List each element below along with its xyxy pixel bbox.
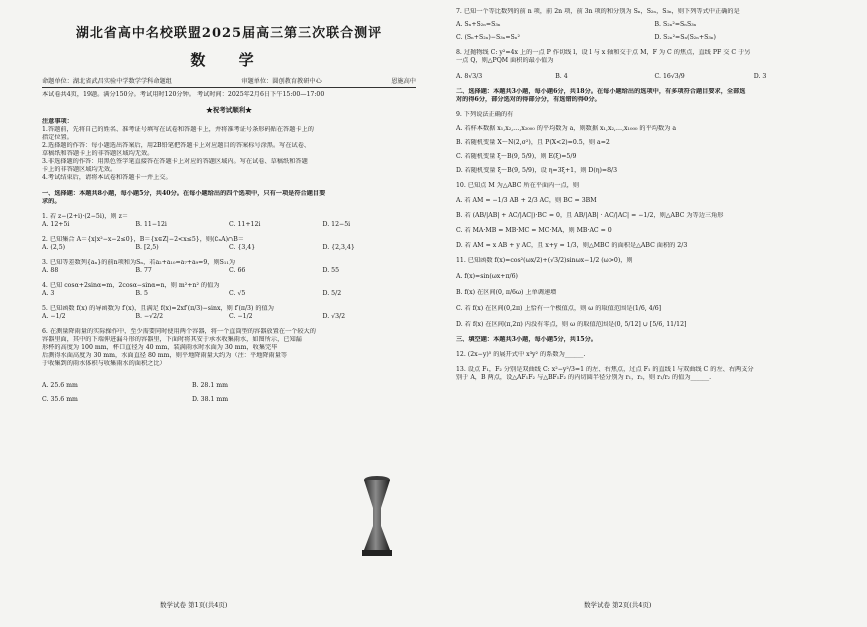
question-stem: 4. 已知 cosα+2sinα=m，2cosα−sinα=n，则 m²+n² 的值为 bbox=[42, 282, 220, 289]
question-8 bbox=[456, 49, 853, 81]
question-3 bbox=[42, 259, 416, 275]
option-a: A. 若样本数据 x₁,x₂,…,x₂₀₀₀ 的平均数为 a，则数据 x₁,x₂,…,x₁₀₀₀ 的平均数为 a bbox=[456, 125, 677, 132]
question-options bbox=[42, 267, 416, 275]
question-stem-line: 8. 过抛物线 C: y²=4x 上的一点 P 作切线 l，设 l 与 x 轴和交于点 M，F 为 C 的焦点，直线 PF 交 C 于另 bbox=[456, 49, 751, 56]
option-d: D. 38.1 mm bbox=[192, 396, 229, 403]
option-a: A. (2,5) bbox=[42, 244, 66, 251]
question-stem-line: 13. 设点 F₁，F₂ 分别是双曲线 C: x²−y²/3=1 的左、右焦点，过点 F₁ 的直线 l 与双曲线 C 的左、右两支分 bbox=[456, 366, 754, 373]
question-options bbox=[42, 244, 416, 252]
section-3-heading: 三、填空题：本题共3小题，每小题5分，共15分。 bbox=[456, 336, 597, 343]
rain-gauge-figure bbox=[360, 474, 394, 560]
option-a: A. 若 AM = −1/3 AB + 2/3 AC，则 BC = 3BM bbox=[456, 197, 597, 204]
exam-title: 湖北省高中名校联盟2025届高三第三次联合测评 bbox=[75, 26, 383, 41]
option-d: D. S₂ₙ²=Sₙ(S₂ₙ+S₃ₙ) bbox=[654, 34, 716, 41]
note-line: 1.答题前，先将自己的姓名、准考证号填写在试卷和答题卡上，并将准考证号条形码贴在答题卡上的 bbox=[42, 126, 314, 133]
review-unit: 审题单位：圆创教育教研中心 bbox=[241, 78, 322, 85]
option-a: A. −1/2 bbox=[42, 313, 66, 320]
option-c: C. 35.6 mm bbox=[42, 396, 78, 403]
subject-heading: 数 学 bbox=[190, 51, 268, 69]
good-luck-banner: ★祝考试顺利★ bbox=[206, 106, 252, 114]
question-options bbox=[42, 313, 416, 321]
notes-title: 注意事项： bbox=[42, 118, 73, 125]
question-stem-line: 后测得水面高度为 30 mm，水面直径 80 mm，则平地降雨量大约为（注：平地降雨量等 bbox=[42, 352, 288, 359]
author-unit: 命题单位：湖北省武昌实验中学数学学科命题组 bbox=[42, 78, 172, 85]
option-b: B. 77 bbox=[135, 267, 152, 274]
note-line: 卡上的非答题区域均无效。 bbox=[42, 166, 117, 173]
question-7-options bbox=[456, 34, 853, 42]
page-2 bbox=[434, 0, 867, 627]
question-stem: 1. 若 z−(2+i)·(2−5i)，则 z＝ bbox=[42, 213, 129, 220]
note-line: 指定位置。 bbox=[42, 134, 73, 141]
question-12 bbox=[456, 351, 853, 359]
option-b: B. −√2/2 bbox=[135, 313, 164, 320]
option-d: D. 若 f(x) 在区间(π,2π) 内没有零点，则 ω 的取值范围是(0, 5/12] ∪ [5/6, 11/12] bbox=[456, 321, 687, 328]
question-stem-line: 于收集到的雨水体积与收集雨水的面积之比） bbox=[42, 360, 166, 367]
option-a: A. 3 bbox=[42, 290, 55, 297]
option-b: B. 5 bbox=[135, 290, 148, 297]
question-stem: 3. 已知等差数列{aₙ}的前n项和为Sₙ，若a₂+a₁₀=a₇+a₉=9，则S₁₁为 bbox=[42, 259, 236, 266]
question-9 bbox=[456, 111, 853, 175]
option-c: C. √5 bbox=[229, 290, 246, 297]
option-b: B. 11−12i bbox=[135, 221, 167, 228]
option-d: D. {2,3,4} bbox=[322, 244, 355, 251]
question-options bbox=[42, 221, 416, 229]
exam-meta: 本试卷共4页，19题。满分150分。考试用时120分钟。 考试时间：2025年2月6日下午15:00—17:00 bbox=[42, 91, 325, 98]
section-1-heading-cont: 求的。 bbox=[42, 198, 61, 205]
question-options bbox=[42, 382, 342, 390]
question-13 bbox=[456, 366, 853, 382]
option-b: B. f(x) 在区间(0, π/6ω) 上单调递增 bbox=[456, 289, 557, 296]
option-a: A. Sₙ+S₂ₙ=S₃ₙ bbox=[456, 21, 501, 28]
option-a: A. 12+5i bbox=[42, 221, 70, 228]
option-d: D. 若 AM = x AB + y AC，且 x+y = 1/3，则△MBC 的面积是△ABC 面积的 2/3 bbox=[456, 242, 688, 249]
question-4 bbox=[42, 282, 416, 298]
option-b: B. [2,5) bbox=[135, 244, 159, 251]
question-stem: 5. 已知函数 f(x) 的导函数为 f′(x)，且满足 f(x)=2xf′(π/3)−sinx，则 f′(π/3) 的值为 bbox=[42, 305, 274, 312]
question-stem: 10. 已知点 M 为△ABC 所在平面内一点，则 bbox=[456, 182, 580, 189]
question-2 bbox=[42, 236, 416, 252]
section-3 bbox=[456, 336, 853, 344]
option-b: B. S₂ₙ²=SₙS₃ₙ bbox=[654, 21, 697, 28]
page-footer: 数学试卷 第2页(共4页) bbox=[584, 601, 652, 609]
section-2 bbox=[456, 88, 853, 104]
note-line: 2.选择题的作答：每小题选出答案后，用2B铅笔把答题卡上对应题目的答案标号涂黑。写在试卷、 bbox=[42, 142, 311, 149]
question-10 bbox=[456, 182, 853, 250]
option-a: A. f(x)=sin(ωx+π/6) bbox=[456, 273, 518, 280]
page-footer: 数学试卷 第1页(共4页) bbox=[160, 601, 228, 609]
option-c: C. (Sₙ+S₂ₙ)−S₃ₙ=Sₙ² bbox=[456, 34, 520, 41]
question-stem: 11. 已知函数 f(x)=cos²(ωx/2)+(√3/2)sinωx−1/2 (ω>0)，则 bbox=[456, 257, 633, 264]
question-11 bbox=[456, 257, 853, 329]
option-c: C. 66 bbox=[229, 267, 246, 274]
question-stem: 12. (2x−y)⁵ 的展开式中 x³y² 的系数为______. bbox=[456, 351, 586, 358]
option-b: B. 若随机变量 X～N(2,σ²)，且 P(X<2)=0.5，则 a=2 bbox=[456, 139, 610, 146]
question-7-options bbox=[456, 21, 853, 29]
question-7-stem: 7. 已知一个等比数列的前 n 项，前 2n 项，前 3n 项的和分别为 Sₙ，S₂ₙ，S₃ₙ，则下列等式中正确的是 bbox=[456, 8, 740, 15]
question-stem-line: 6. 在测量降雨量的实际操作中，至少需要同时使用两个容器，将一个直筒型的容器放置在一个较大的 bbox=[42, 328, 316, 335]
option-d: D. 12−5i bbox=[322, 221, 351, 228]
notes-list bbox=[42, 126, 416, 182]
option-a: A. 8√3/3 bbox=[456, 73, 483, 80]
option-b: B. 4 bbox=[555, 73, 568, 80]
review-school: 恩施高中 bbox=[391, 78, 416, 85]
option-b: B. 若 (AB/|AB| + AC/|AC|)·BC = 0，且 AB/|AB| · AC/|AC| = −1/2，则△ABC 为等边三角形 bbox=[456, 212, 724, 219]
option-d: D. 5/2 bbox=[322, 290, 342, 297]
option-c: C. 16√3/9 bbox=[654, 73, 685, 80]
question-stem-line: 容器里面，其中的下端伸进漏斗形的容器里，下面时将其安于承水收集雨水，如图所示，已知漏 bbox=[42, 336, 302, 343]
option-d: D. 3 bbox=[753, 73, 767, 80]
note-line: 草稿纸和答题卡上的非答题区域均无效。 bbox=[42, 150, 154, 157]
section-1-heading: 一、选择题：本题共8小题，每小题5分，共40分。在每小题给出的四个选项中，只有一项是符合题目要 bbox=[42, 190, 326, 197]
question-6 bbox=[42, 328, 416, 404]
option-c: C. 11+12i bbox=[229, 221, 261, 228]
question-5 bbox=[42, 305, 416, 321]
option-d: D. √3/2 bbox=[322, 313, 346, 320]
option-b: B. 28.1 mm bbox=[192, 382, 228, 389]
section-2-heading: 二、选择题：本题共3小题，每小题6分，共18分。在每小题给出的选项中，有多项符合题目要求，全部选 bbox=[456, 88, 746, 95]
question-1 bbox=[42, 213, 416, 229]
note-line: 4.考试结束后，请将本试卷和答题卡一并上交。 bbox=[42, 174, 172, 181]
option-c: C. −1/2 bbox=[229, 313, 253, 320]
option-c: C. 若 f(x) 在区间(0,2π) 上恰有一个极值点，则 ω 的取值范围是(1/6, 4/6] bbox=[456, 305, 662, 312]
question-stem-line: 形杯的高度为 100 mm，杯口直径为 40 mm，装满雨水时水面为 30 mm，收集完毕 bbox=[42, 344, 278, 351]
question-stem-line: 一点 Q，则△PQM 面积的最小值为 bbox=[456, 57, 554, 64]
question-options bbox=[42, 396, 342, 404]
option-a: A. 88 bbox=[42, 267, 59, 274]
question-stem: 9. 下列说法正确的有 bbox=[456, 111, 514, 118]
question-options bbox=[42, 290, 416, 298]
option-d: D. 若随机变量 ξ～B(9, 5/9)，设 η=3ξ+1，则 D(η)=8/3 bbox=[456, 167, 618, 174]
question-stem: 2. 已知集合 A＝{x|x²−x−2≤0}，B＝{x∈Z|−2<x≤5}，则(∁ₙA)∩B＝ bbox=[42, 236, 244, 243]
note-line: 3.非选择题的作答：用黑色签字笔直接答在答题卡上对应的答题区域内。写在试卷、草稿纸和答题 bbox=[42, 158, 308, 165]
option-c: C. 若 MA·MB = MB·MC = MC·MA，则 MB·AC = 0 bbox=[456, 227, 612, 234]
section-2-heading-cont: 对的得6分，部分选对的得部分分，有选错的得0分。 bbox=[456, 96, 601, 103]
option-d: D. 55 bbox=[322, 267, 340, 274]
question-options bbox=[456, 73, 853, 81]
option-c: C. 若随机变量 ξ～B(9, 5/9)，则 E(ξ)=5/9 bbox=[456, 153, 577, 160]
option-c: C. {3,4} bbox=[229, 244, 256, 251]
option-a: A. 25.6 mm bbox=[42, 382, 78, 389]
authors-row bbox=[42, 76, 416, 88]
question-stem-line: 别于 A，B 两点，设△AF₁F₂ 与△BF₁F₂ 的内切圆半径分别为 r₁，r₂，则 r₁/r₂ 的值为______. bbox=[456, 374, 712, 381]
